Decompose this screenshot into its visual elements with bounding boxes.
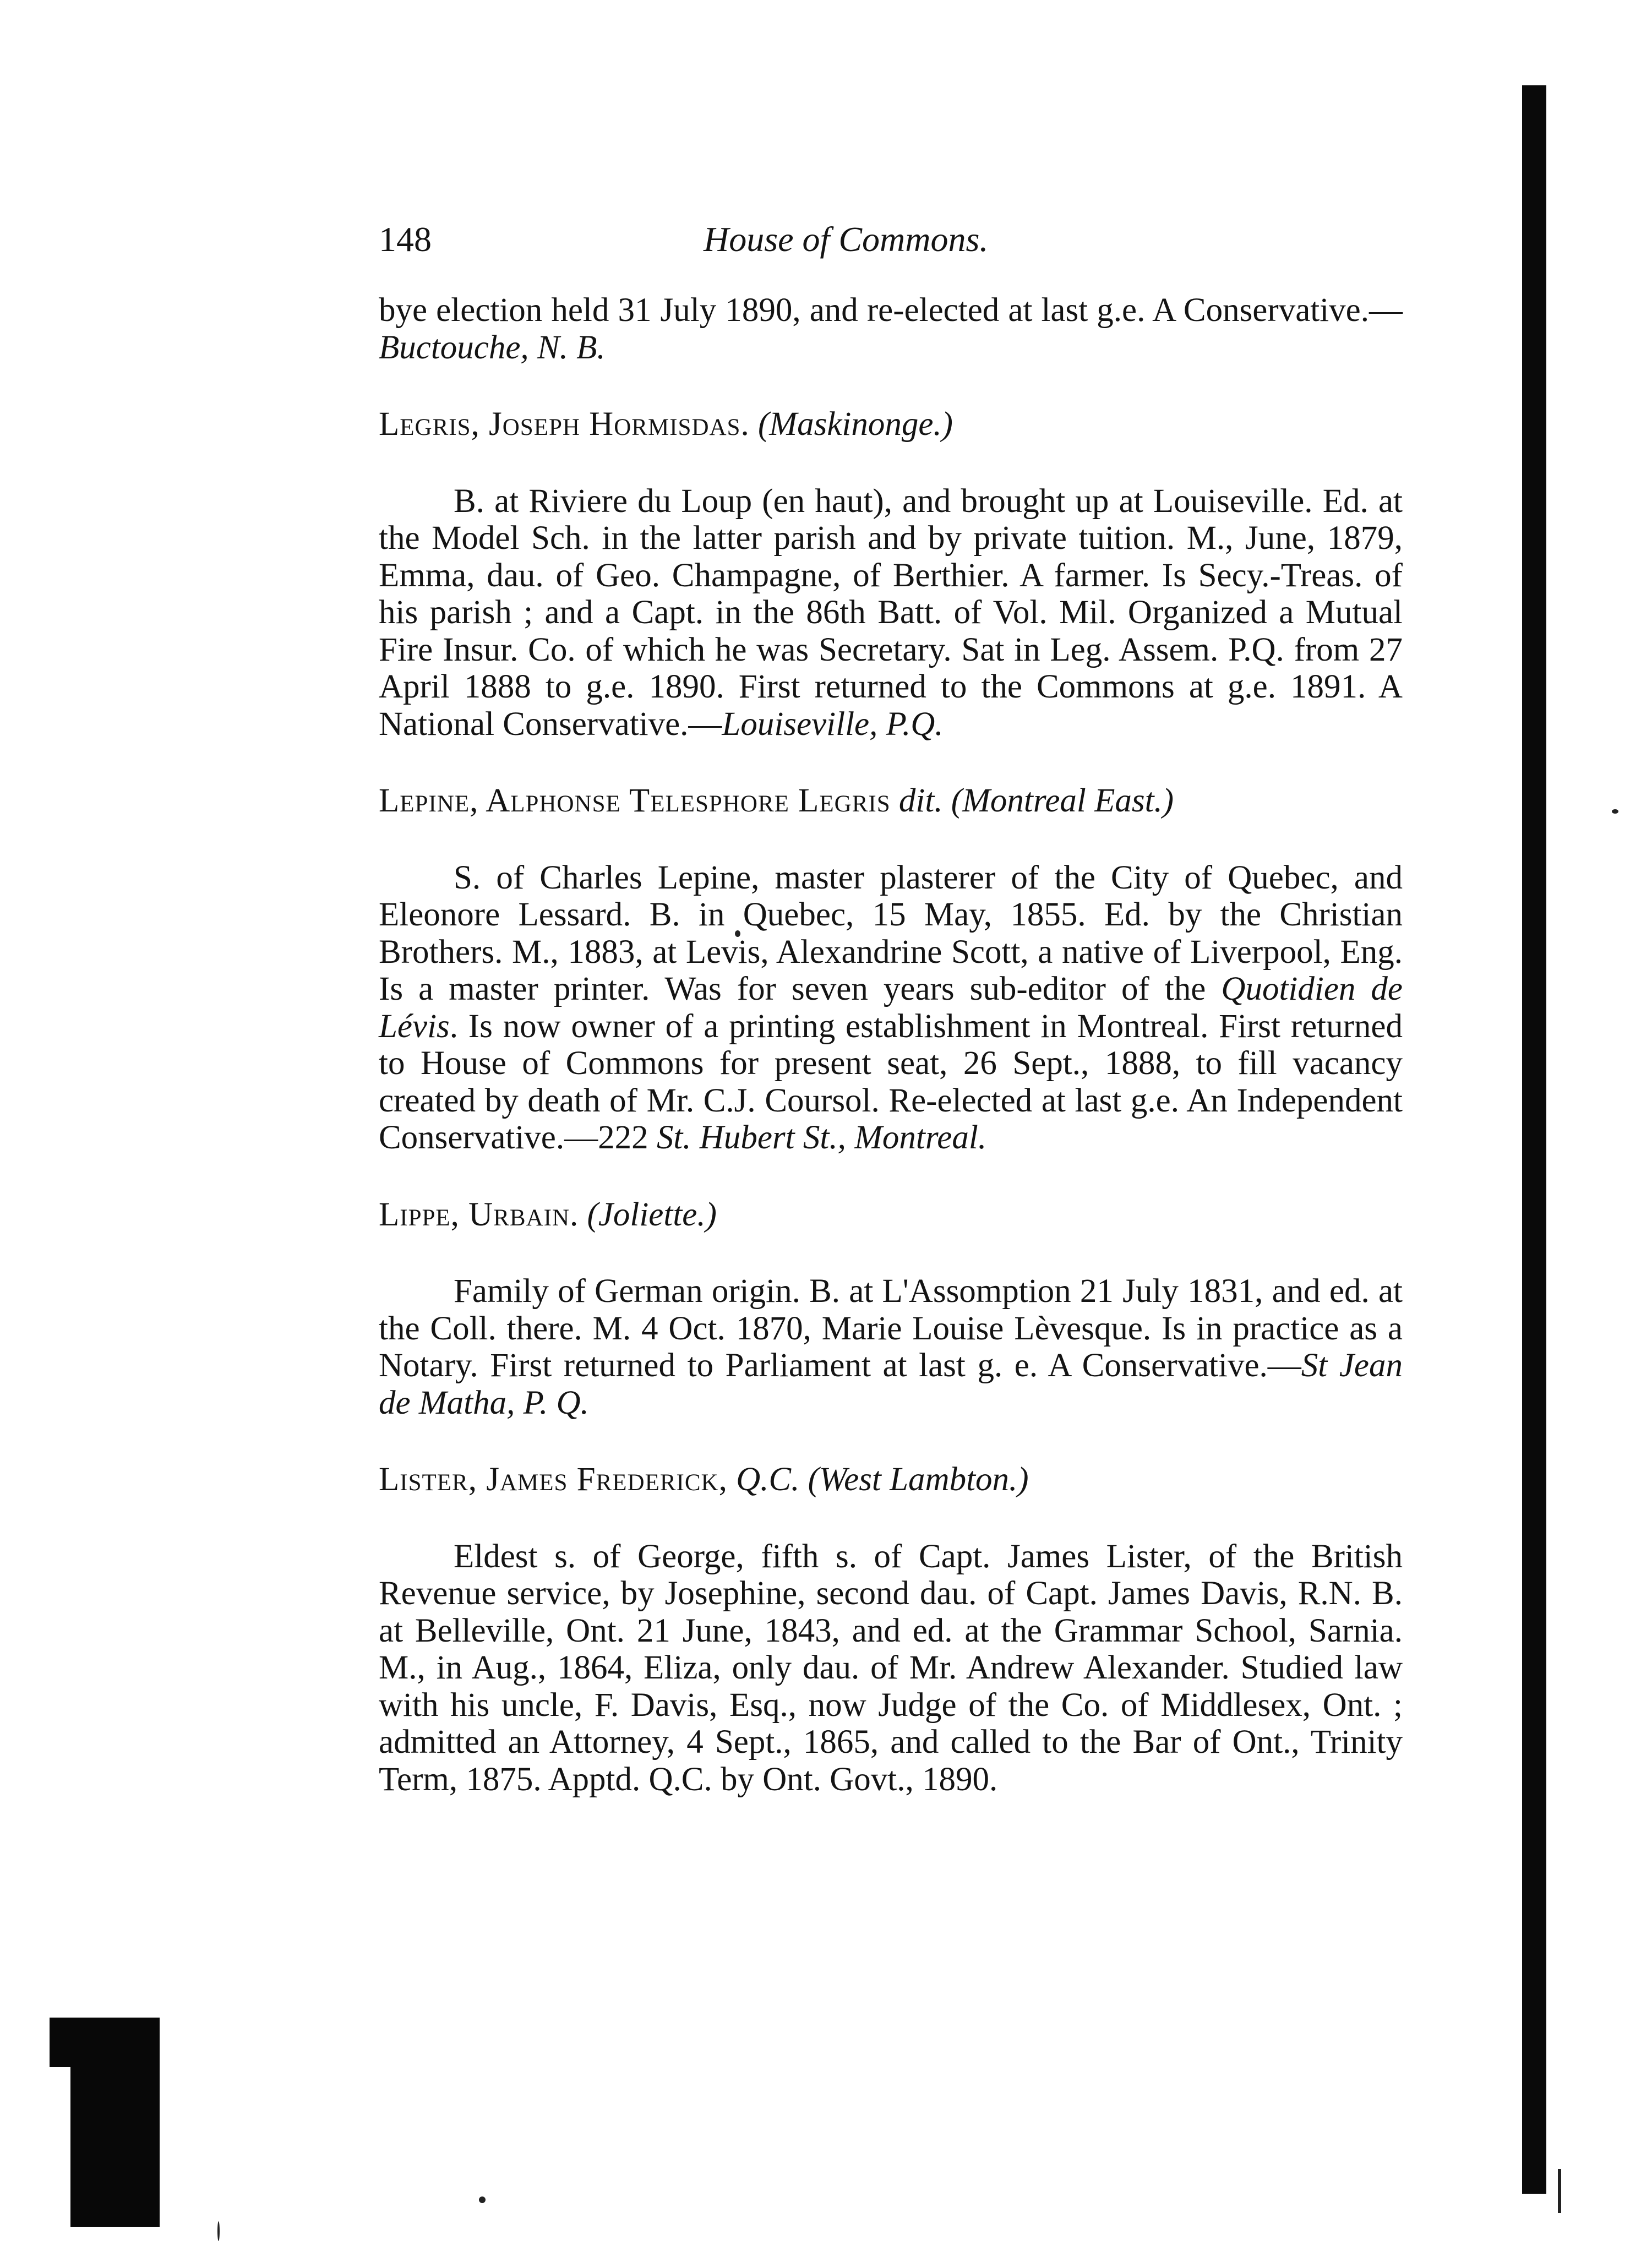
scan-speck xyxy=(217,2221,220,2241)
entry-body-text: Eldest s. of George, fifth s. of Capt. James Lister, of the British Revenue service, by Josephine, second dau. of Capt. James Davis, R.N. B. at Belleville, Ont. 21 June, 1843, and ed. at the Grammar School, Sarnia. M., in Aug., 1864, Eliza, only dau. of Mr. Andrew Alexander. Studied law with his uncle, F. Davis, Esq., now Judge of the Co. of Middlesex, Ont. ; admitted an Attorney, 4 Sept., 1865, and called to the Bar of Ont., Trinity Term, 1875. Apptd. Q.C. by Ont. Govt., 1890. xyxy=(379,1538,1403,1798)
paragraph-gap xyxy=(379,443,1403,483)
entry-name-suffix: dit. xyxy=(898,782,943,819)
page-spine-shadow xyxy=(1522,85,1546,2194)
entry-name: Legris, Joseph Hormisdas. xyxy=(379,406,750,443)
binding-mark-notch xyxy=(50,2018,72,2067)
paragraph-gap xyxy=(379,1498,1403,1538)
entry-address: Louiseville, P.Q. xyxy=(722,705,944,743)
entry-body-text: Family of German origin. B. at L'Assomption 21 July 1831, and ed. at the Coll. there. M. 4 Oct. 1870, Marie Louise Lèvesque. Is in practice as a Notary. First returned to Parliament at last g. e. A Conservative.— xyxy=(379,1273,1403,1384)
continuation-text: bye election held 31 July 1890, and re-elected at last g.e. A Conservative.— xyxy=(379,292,1403,329)
entry-name-suffix: Q.C. xyxy=(736,1461,800,1498)
entry-name: Lister, James Frederick, xyxy=(379,1461,728,1498)
scan-speck xyxy=(1612,809,1618,814)
entry-constituency: (Joliette.) xyxy=(587,1196,717,1233)
entry-heading-lister xyxy=(379,1461,1403,1498)
paragraph-gap xyxy=(379,1421,1403,1461)
entry-body-text: S. of Charles Lepine, master plasterer of the City of Quebec, and Eleonore Lessard. B. in Quebec, 15 May, 1855. Ed. by the Christian Brothers. M., 1883, at Levis, Alexandrine Scott, a native of Liverpool, Eng. Is a master printer. Was for seven years sub-editor of the xyxy=(379,859,1403,1007)
running-title: House of Commons. xyxy=(704,220,989,259)
entry-address: St Jean de Matha, P. Q. xyxy=(379,1347,1403,1421)
paragraph-gap xyxy=(379,743,1403,782)
entry-body-text: B. at Riviere du Loup (en haut), and brought up at Louiseville. Ed. at the Model Sch. in the latter parish and by private tuition. M., June, 1879, Emma, dau. of Geo. Champagne, of Berthier. A farmer. Is Secy.-Treas. of his parish ; and a Capt. in the 86th Batt. of Vol. Mil. Organized a Mutual Fire Insur. Co. of which he was Secretary. Sat in Leg. Assem. P.Q. from 27 April 1888 to g.e. 1890. First returned to the Commons at g.e. 1891. A National Conservative.— xyxy=(379,482,1403,743)
entry-name: Lepine, Alphonse Telesphore Legris xyxy=(379,782,891,819)
scan-speck xyxy=(479,2196,486,2203)
paragraph-gap xyxy=(379,1157,1403,1196)
entry-body-lister xyxy=(379,1538,1403,1798)
entry-heading-lippe xyxy=(379,1196,1403,1234)
entry-address: St. Hubert St., Montreal. xyxy=(656,1119,987,1156)
paragraph-gap xyxy=(379,366,1403,406)
entry-body-lepine xyxy=(379,859,1403,1157)
binding-mark xyxy=(70,2018,160,2227)
entry-body-lippe xyxy=(379,1273,1403,1421)
paragraph-gap xyxy=(379,820,1403,859)
page-number: 148 xyxy=(379,220,432,259)
paragraph-gap xyxy=(379,1233,1403,1273)
entry-body-text-continued: . Is now owner of a printing establishment in Montreal. First returned to House of Commons for present seat, 26 Sept., 1888, to fill vacancy created by death of Mr. C.J. Coursol. Re-elected at last g.e. An Independent Conservative.—222 xyxy=(379,1007,1403,1156)
running-head xyxy=(379,217,1403,278)
entry-name: Lippe, Urbain. xyxy=(379,1196,579,1233)
entry-body-italic: Quotidien de Lévis xyxy=(379,971,1403,1045)
entry-body-legris xyxy=(379,483,1403,743)
continuation-address: Buctouche, N. B. xyxy=(379,329,606,366)
entry-constituency: (Montreal East.) xyxy=(951,782,1174,819)
entry-constituency: (Maskinonge.) xyxy=(757,406,953,443)
entry-constituency: (West Lambton.) xyxy=(808,1461,1029,1498)
entry-heading-legris xyxy=(379,406,1403,443)
page-spine-edge xyxy=(1558,2169,1561,2213)
page-body xyxy=(379,292,1403,1798)
entry-heading-lepine xyxy=(379,782,1403,820)
continuation-paragraph xyxy=(379,292,1403,366)
